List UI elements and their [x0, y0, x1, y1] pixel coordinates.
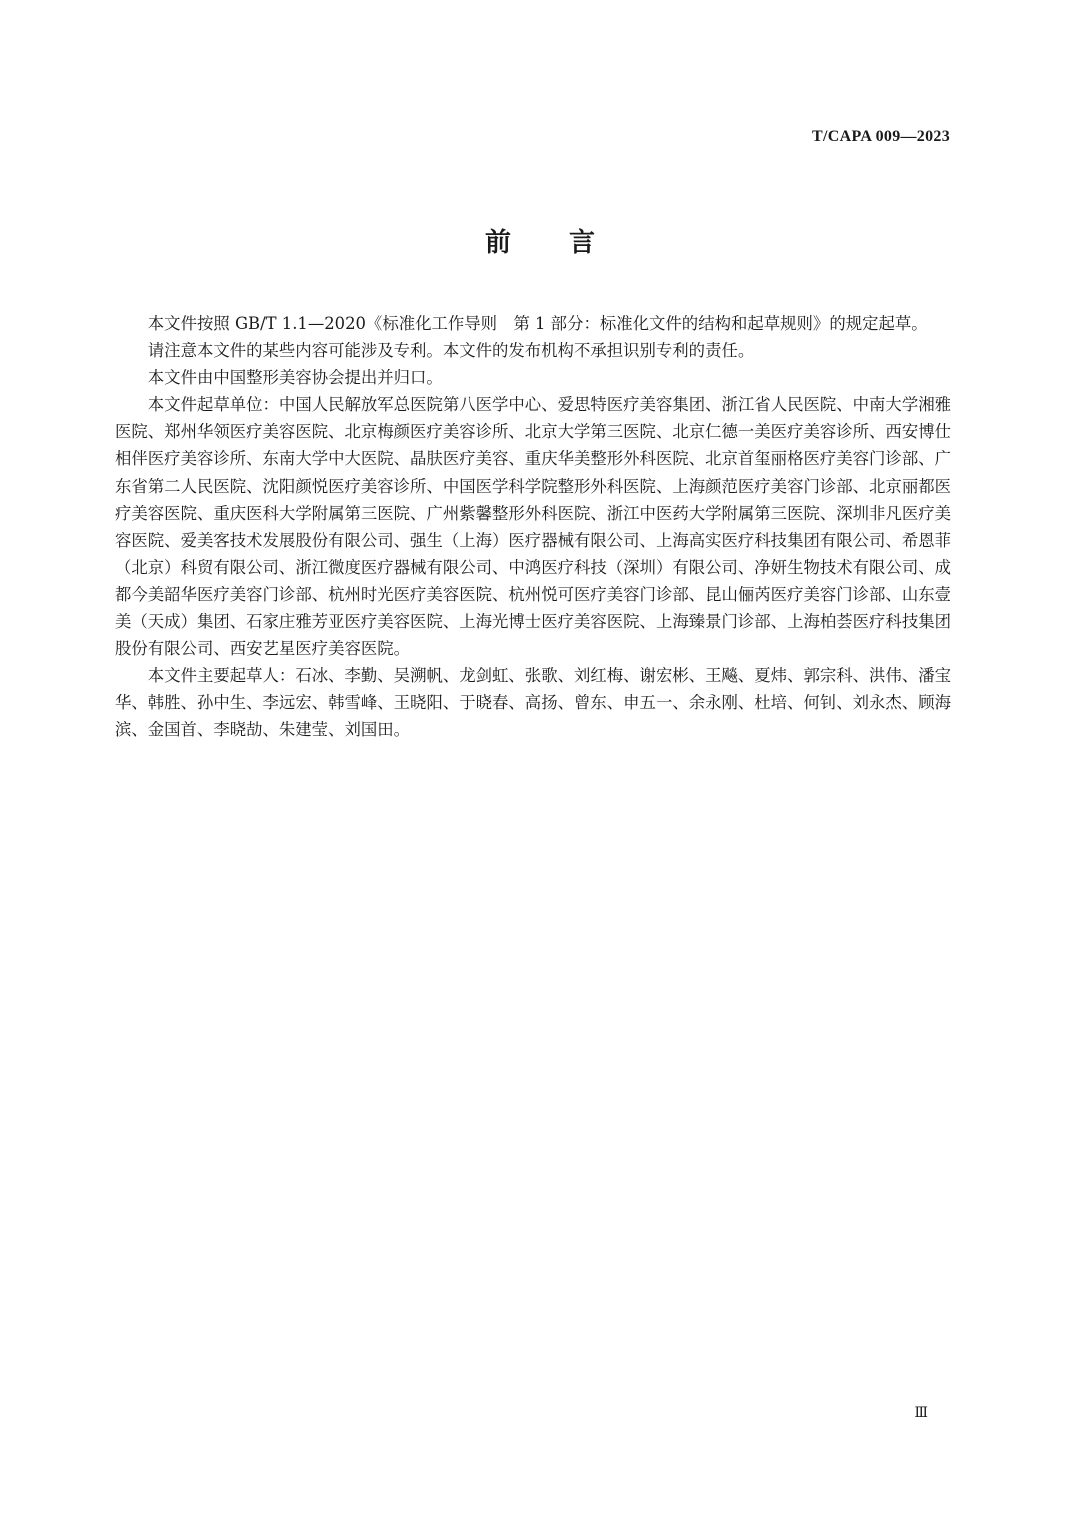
paragraph-main-drafters: 本文件主要起草人：石冰、李勤、吴溯帆、龙剑虹、张歌、刘红梅、谢宏彬、王飚、夏炜、郭宗科、洪伟、潘宝华、韩胜、孙中生、李远宏、韩雪峰、王晓阳、于晓春、高扬、曾东、申五一、余永刚、杜培、何钊、刘永杰、顾海滨、金国首、李晓劼、朱建莹、刘国田。 — [115, 666, 951, 740]
paragraph-patent-notice: 请注意本文件的某些内容可能涉及专利。本文件的发布机构不承担识别专利的责任。 — [147, 341, 755, 361]
page-number: Ⅲ — [914, 1406, 928, 1421]
page-title: 前言 — [484, 228, 653, 258]
paragraph-drafting-rules: 本文件按照 GB/T 1.1—2020《标准化工作导则 第 1 部分：标准化文件的结构和起草规则》的规定起草。 — [147, 314, 928, 333]
standard-code: T/CAPA 009—2023 — [812, 128, 950, 145]
paragraph-proposer: 本文件由中国整形美容协会提出并归口。 — [147, 368, 443, 388]
foreword-body — [115, 310, 951, 744]
paragraph-drafting-units: 本文件起草单位：中国人民解放军总医院第八医学中心、爱思特医疗美容集团、浙江省人民医院、中南大学湘雅医院、郑州华领医疗美容医院、北京梅颜医疗美容诊所、北京大学第三医院、北京仁德一美医疗美容诊所、西安博仕相伴医疗美容诊所、东南大学中大医院、晶肤医疗美容、重庆华美整形外科医院、北京首玺丽格医疗美容门诊部、广东省第二人民医院、沈阳颜悦医疗美容诊所、中国医学科学院整形外科医院、上海颜范医疗美容门诊部、北京丽都医疗美容医院、重庆医科大学附属第三医院、广州紫馨整形外科医院、浙江中医药大学附属第三医院、深圳非凡医疗美容医院、爱美客技术发展股份有限公司、强生（上海）医疗器械有限公司、上海高实医疗科技集团有限公司、希恩菲（北京）科贸有限公司、浙江微度医疗器械有限公司、中鸿医疗科技（深圳）有限公司、净妍生物技术有限公司、成都今美韶华医疗美容门诊部、杭州时光医疗美容医院、杭州悦可医疗美容门诊部、昆山俪芮医疗美容门诊部、山东壹美（天成）集团、石家庄雅芳亚医疗美容医院、上海光博士医疗美容医院、上海臻景门诊部、上海柏荟医疗科技集团股份有限公司、西安艺星医疗美容医院。 — [115, 395, 951, 659]
